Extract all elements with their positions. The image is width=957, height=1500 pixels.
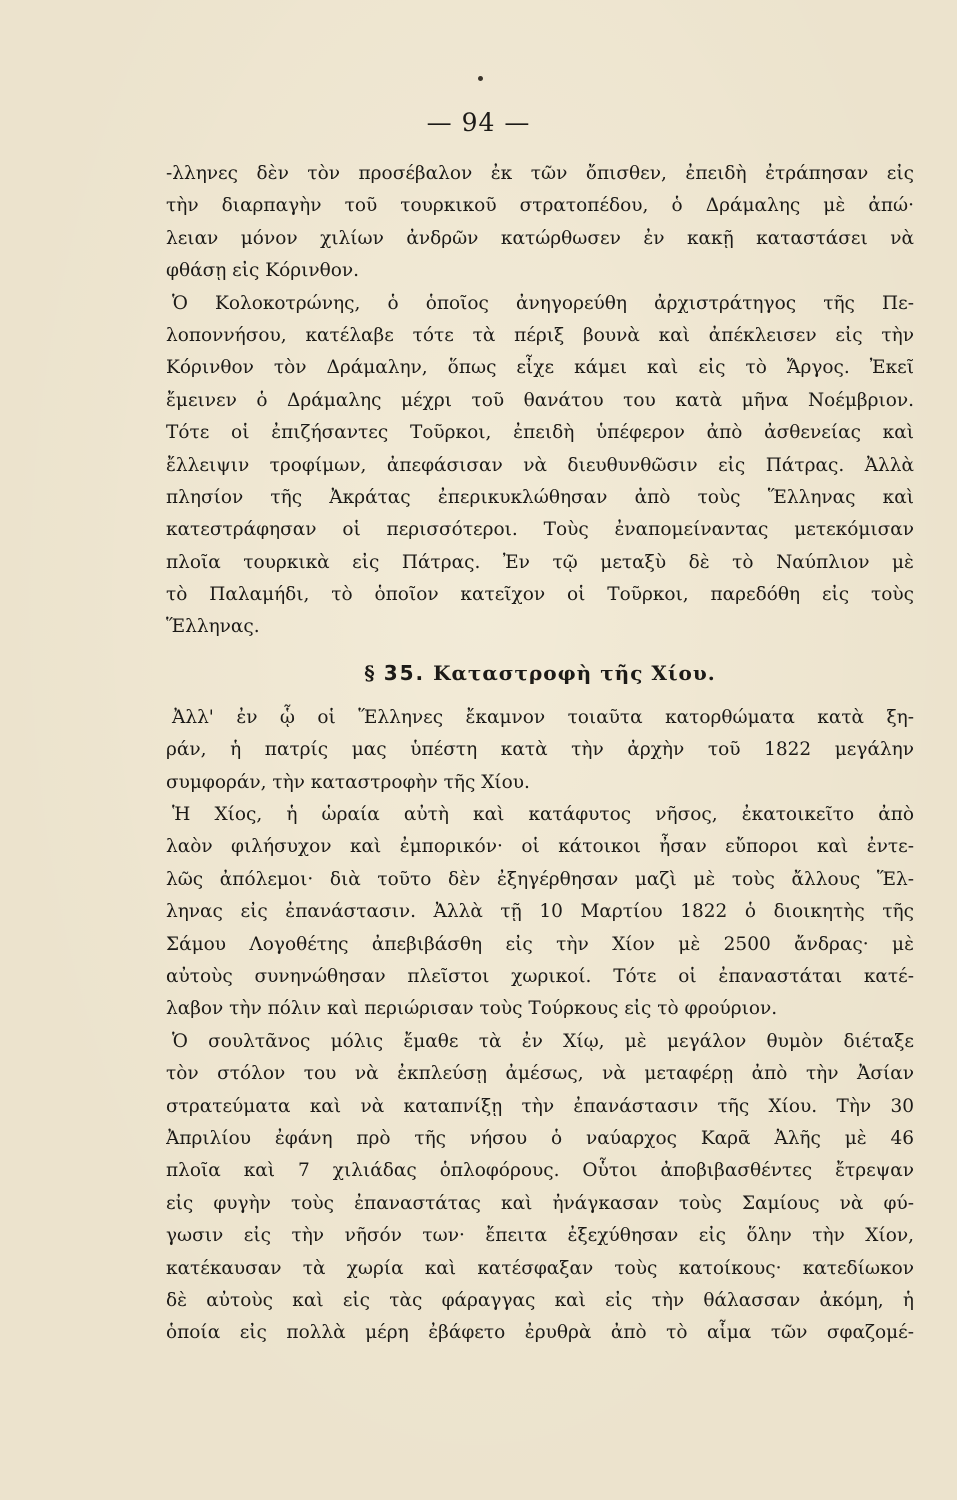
text-line: λοποννήσου, κατέλαβε τότε τὰ πέριξ βουνὰ καὶ ἀπέκλεισεν εἰς τὴν — [166, 324, 914, 346]
text-line: εἰς φυγὴν τοὺς ἐπαναστάτας καὶ ἠνάγκασαν τοὺς Σαμίους νὰ φύ- — [166, 1192, 914, 1214]
text-line: δὲ αὐτοὺς καὶ εἰς τὰς φάραγγας καὶ εἰς τὴν θάλασσαν ἀκόμη, ἡ — [166, 1289, 914, 1311]
text-line: -λληνες δὲν τὸν προσέβαλον ἐκ τῶν ὄπισθεν, ἐπειδὴ ἐτράπησαν εἰς — [166, 163, 914, 184]
paragraph — [166, 799, 914, 1026]
text-line: τὸ Παλαμήδι, τὸ ὁποῖον κατεῖχον οἱ Τοῦρκοι, παρεδόθη εἰς τοὺς — [166, 584, 914, 606]
paragraph — [166, 288, 914, 644]
section-number: 35. — [383, 660, 426, 685]
section-symbol: § — [364, 660, 376, 685]
text-line: ἔλλειψιν τροφίμων, ἀπεφάσισαν νὰ διευθυνθῶσιν εἰς Πάτρας. Ἀλλὰ — [166, 454, 914, 476]
section-heading — [166, 650, 914, 696]
text-line: Ὁ Κολοκοτρώνης, ὁ ὁποῖος ἀνηγορεύθη ἀρχιστράτηγος τῆς Πε- — [172, 292, 914, 314]
text-line: Τότε οἱ ἐπιζήσαντες Τοῦρκοι, ἐπειδὴ ὑπέφερον ἀπὸ ἀσθενείας καὶ — [166, 422, 914, 444]
text-line: φθάσῃ εἰς Κόρινθον. — [166, 260, 359, 282]
text-line: λαὸν φιλήσυχον καὶ ἐμπορικόν· οἱ κάτοικοι ἦσαν εὔποροι καὶ ἐντε- — [166, 836, 914, 858]
page-number: — 94 — — [426, 108, 531, 137]
text-line: πλοῖα τουρκικὰ εἰς Πάτρας. Ἐν τῷ μεταξὺ δὲ τὸ Ναύπλιον μὲ — [166, 551, 914, 573]
text-line: κατέκαυσαν τὰ χωρία καὶ κατέσφαξαν τοὺς κατοίκους· κατεδίωκον — [166, 1257, 914, 1279]
text-line: λαβον τὴν πόλιν καὶ περιώρισαν τοὺς Τούρκους εἰς τὸ φρούριον. — [166, 998, 778, 1020]
body-text — [166, 158, 914, 1350]
text-line: ληνας εἰς ἐπανάστασιν. Ἀλλὰ τῇ 10 Μαρτίου 1822 ὁ διοικητὴς τῆς — [166, 901, 914, 923]
text-line: Ἀπριλίου ἐφάνη πρὸ τῆς νήσου ὁ ναύαρχος Καρᾶ Ἀλῆς μὲ 46 — [166, 1127, 914, 1149]
text-line: στρατεύματα καὶ νὰ καταπνίξῃ τὴν ἐπανάστασιν τῆς Χίου. Τὴν 30 — [166, 1095, 914, 1117]
text-line: Σάμου Λογοθέτης ἀπεβιβάσθη εἰς τὴν Χίον μὲ 2500 ἄνδρας· μὲ — [166, 933, 914, 955]
text-line: λῶς ἀπόλεμοι· διὰ τοῦτο δὲν ἐξηγέρθησαν μαζὶ μὲ τοὺς ἄλλους Ἕλ- — [166, 868, 914, 890]
text-line: ράν, ἡ πατρίς μας ὑπέστη κατὰ τὴν ἀρχὴν τοῦ 1822 μεγάλην — [166, 739, 914, 761]
text-line: Ἀλλ' ἐν ᾧ οἱ Ἕλληνες ἔκαμνον τοιαῦτα κατορθώματα κατὰ ξη- — [172, 706, 914, 728]
text-line: Κόρινθον τὸν Δράμαλην, ὅπως εἶχε κάμει καὶ εἰς τὸ Ἄργος. Ἐκεῖ — [166, 357, 914, 379]
text-line: Ὁ σουλτᾶνος μόλις ἔμαθε τὰ ἐν Χίῳ, μὲ μεγάλον θυμὸν διέταξε — [172, 1030, 914, 1052]
ink-speck — [478, 76, 483, 81]
paragraph — [166, 158, 914, 288]
text-line: κατεστράφησαν οἱ περισσότεροι. Τοὺς ἐναπομείναντας μετεκόμισαν — [166, 519, 914, 541]
text-line: ἔμεινεν ὁ Δράμαλης μέχρι τοῦ θανάτου του κατὰ μῆνα Νοέμβριον. — [166, 389, 914, 411]
text-line: τὴν διαρπαγὴν τοῦ τουρκικοῦ στρατοπέδου, ὁ Δράμαλης μὲ ἀπώ· — [166, 195, 914, 217]
section-title: Καταστροφὴ τῆς Χίου. — [433, 660, 716, 685]
paragraph — [166, 702, 914, 799]
paragraph — [166, 1026, 914, 1350]
text-line: Ἡ Χίος, ἡ ὡραία αὐτὴ καὶ κατάφυτος νῆσος, ἐκατοικεῖτο ἀπὸ — [172, 804, 914, 826]
text-line: αὐτοὺς συνηνώθησαν πλεῖστοι χωρικοί. Τότε οἱ ἐπαναστάται κατέ- — [166, 965, 914, 987]
text-line: πλοῖα καὶ 7 χιλιάδας ὁπλοφόρους. Οὗτοι ἀποβιβασθέντες ἔτρεψαν — [166, 1160, 914, 1182]
text-line: ὁποία εἰς πολλὰ μέρη ἐβάφετο ἐρυθρὰ ἀπὸ τὸ αἷμα τῶν σφαζομέ- — [166, 1322, 914, 1344]
text-line: Ἕλληνας. — [166, 616, 260, 638]
text-line: τὸν στόλον του νὰ ἐκπλεύσῃ ἀμέσως, νὰ μεταφέρῃ ἀπὸ τὴν Ἀσίαν — [166, 1063, 914, 1085]
text-line: γωσιν εἰς τὴν νῆσόν των· ἔπειτα ἐξεχύθησαν εἰς ὅλην τὴν Χίον, — [166, 1225, 914, 1247]
text-line: συμφοράν, τὴν καταστροφὴν τῆς Χίου. — [166, 771, 530, 793]
text-line: λειαν μόνον χιλίων ἀνδρῶν κατώρθωσεν ἐν κακῇ καταστάσει νὰ — [166, 227, 914, 249]
text-line: πλησίον τῆς Ἀκράτας ἐπερικυκλώθησαν ἀπὸ τοὺς Ἕλληνας καὶ — [166, 486, 914, 508]
